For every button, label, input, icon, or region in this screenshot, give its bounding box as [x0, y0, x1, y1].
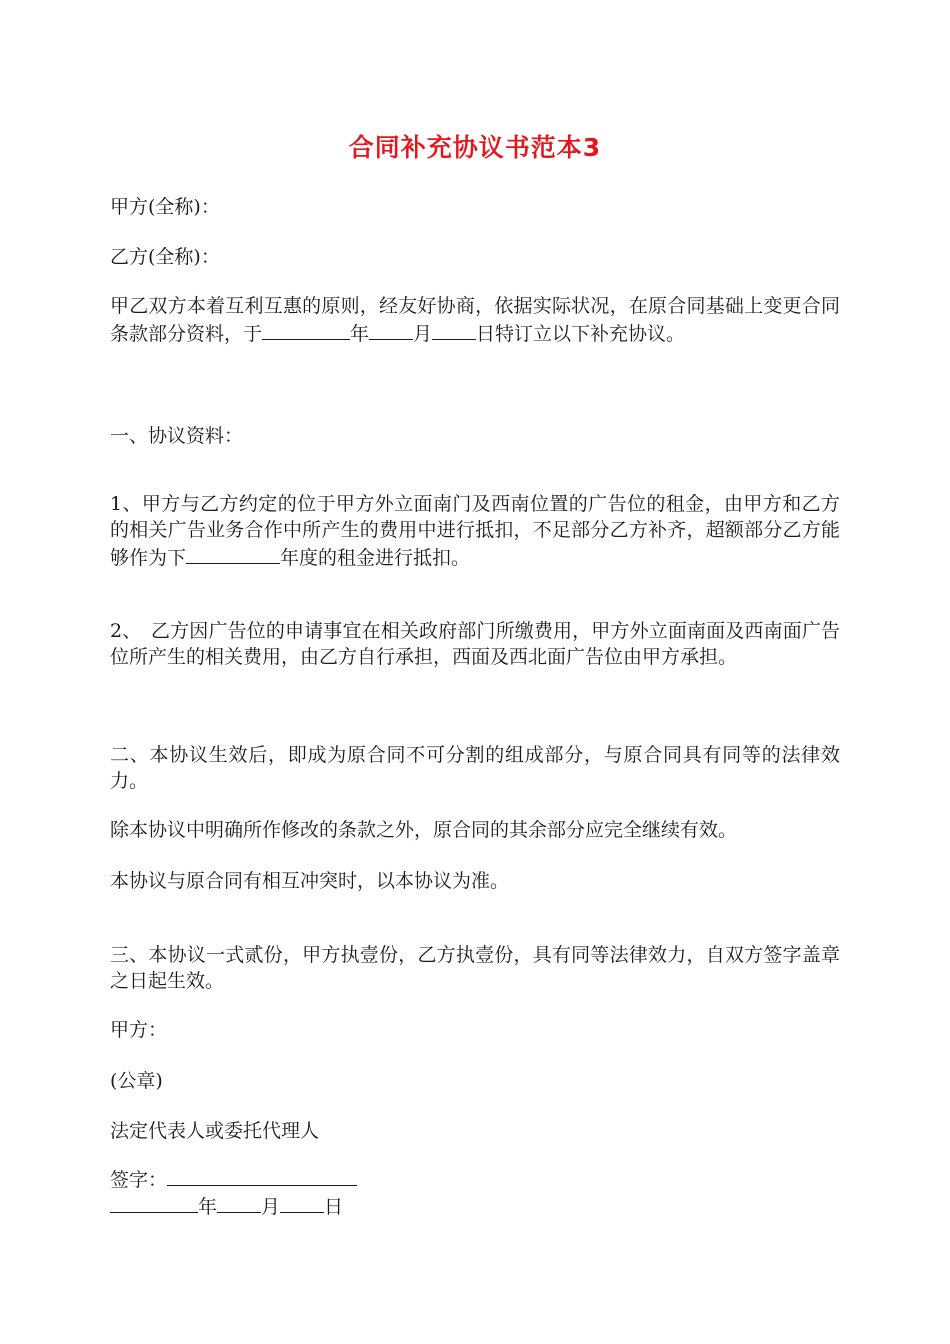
section2-paragraph-3: 本协议与原合同有相互冲突时，以本协议为准。 [110, 870, 510, 892]
signature-representative: 法定代表人或委托代理人 [110, 1120, 320, 1142]
sign-day: 日 [324, 1196, 344, 1218]
section3-paragraph: 三、本协议一式贰份，甲方执壹份，乙方执壹份，具有同等法律效力，自双方签字盖章之日起生效。 [110, 944, 840, 992]
signature-line-row [110, 1167, 840, 1193]
party-a-label: 甲方(全称)： [110, 196, 220, 218]
sign-day-blank [280, 1192, 324, 1213]
signature-party-a: 甲方： [110, 1019, 168, 1041]
date-day-blank [432, 319, 476, 340]
intro-year: 年 [350, 323, 370, 345]
document-title: 合同补充协议书范本3 [348, 133, 602, 162]
section1-heading: 一、协议资料： [110, 425, 244, 447]
signature-date-row [110, 1192, 840, 1220]
item1-paragraph [110, 491, 840, 571]
intro-paragraph [110, 293, 840, 347]
sign-year: 年 [198, 1196, 218, 1218]
intro-text-2: 日特订立以下补充协议。 [476, 323, 686, 345]
section2-paragraph-2: 除本协议中明确所作修改的条款之外，原合同的其余部分应完全继续有效。 [110, 819, 738, 841]
signature-seal: (公章) [110, 1070, 163, 1092]
year-blank [186, 543, 280, 564]
sign-label: 签字： [110, 1169, 168, 1191]
party-b-label: 乙方(全称)： [110, 246, 220, 268]
item2-paragraph: 2、 乙方因广告位的申请事宜在相关政府部门所缴费用，甲方外立面南面及西南面广告位所产生的相关费用，由乙方自行承担，西面及西北面广告位由甲方承担。 [110, 620, 840, 668]
sign-month: 月 [261, 1196, 281, 1218]
date-year-blank [262, 319, 350, 340]
sign-year-blank [110, 1192, 198, 1213]
date-month-blank [369, 319, 413, 340]
item1-text-1: 1、甲方与乙方约定的位于甲方外立面南门及西南位置的广告位的租金，由甲方和乙方的相关广告业务合作中所产生的费用中进行抵扣，不足部分乙方补齐，超额部分乙方能够作为下 [110, 493, 840, 569]
item1-text-2: 年度的租金进行抵扣。 [280, 547, 471, 569]
signature-blank-line [167, 1167, 357, 1186]
sign-month-blank [217, 1192, 261, 1213]
intro-text-1: 甲乙双方本着互利互惠的原则，经友好协商，依据实际状况，在原合同基础上变更合同条款部分资料，于 [110, 295, 840, 345]
intro-month: 月 [413, 323, 433, 345]
section2-paragraph: 二、本协议生效后，即成为原合同不可分割的组成部分，与原合同具有同等的法律效力。 [110, 744, 840, 792]
